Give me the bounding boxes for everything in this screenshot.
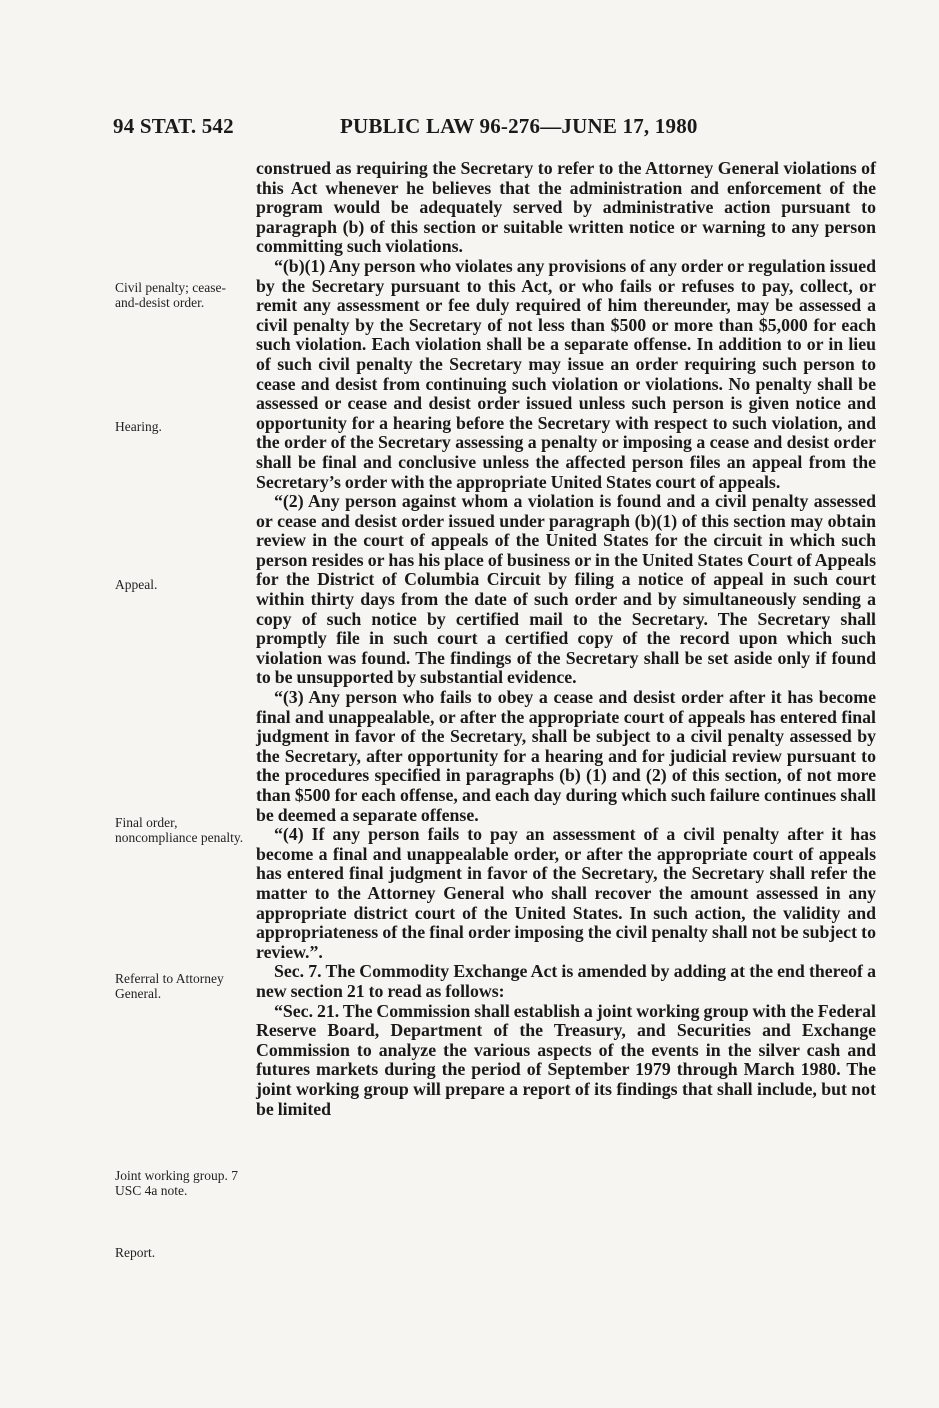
margin-note-hearing: Hearing. xyxy=(115,419,162,434)
paragraph-sec-21: “Sec. 21. The Commission shall establish a joint working group with the Federal Reserve Board, Department of the Treasury, and Securities and Exchange Commission to analyze the various aspects of the events in the silver cash and futures markets during the period of September 1979 through March 1980. The joint working group will prepare a report of its findings that shall include, but not be limited xyxy=(256,1000,876,1119)
paragraph-b3: “(3) Any person who fails to obey a cease and desist order after it has become final and unappealable, or after the appropriate court of appeals has entered final judgment in favor of the Secretary, shall be subject to a civil penalty assessed by the Secretary, after opportunity for a hearing and for judicial review pursuant to the procedures specified in paragraphs (b) (1) and (2) of this section, of not more than $500 for each offense, and each day during which such failure continues shall be deemed a separate offense. xyxy=(256,687,876,825)
paragraph-b1: “(b)(1) Any person who violates any provisions of any order or regulation issued by the Secretary pursuant to this Act, or who fails or refuses to pay, collect, or remit any assessment or fee duly required of him thereunder, may be assessed a civil penalty by the Secretary of not less than $500 or more than $5,000 for each such violation. Each violation shall be a separate offense. In addition to or in lieu of such civil penalty the Secretary may issue an order requiring such person to cease and desist from continuing such violation or violations. No penalty shall be assessed or cease and desist order issued unless such person is given notice and opportunity for a hearing before the Secretary with respect to such violation, and the order of the Secretary assessing a penalty or imposing a cease and desist order shall be final and conclusive unless the affected person files an appeal from the Secretary’s order with the appropriate United States court of appeals. xyxy=(256,255,876,492)
margin-note-appeal: Appeal. xyxy=(115,577,158,592)
public-law-title: PUBLIC LAW 96-276—JUNE 17, 1980 xyxy=(340,114,698,138)
margin-note-referral: Referral to Attorney General. xyxy=(115,971,224,1001)
paragraph-b2: “(2) Any person against whom a violation is found and a civil penalty assessed or cease and desist order issued under paragraph (b)(1) of this section may obtain review in the court of appeals of the United States for the circuit in which such person resides or has his place of business or in the United States Court of Appeals for the District of Columbia Circuit by filing a notice of appeal in such court within thirty days from the date of such order and by simultaneously sending a copy of such notice by certified mail to the Secretary. The Secretary shall promptly file in such court a certified copy of the record upon which such violation was found. The findings of the Secretary shall be set aside only if found to be unsupported by substantial evidence. xyxy=(256,491,876,688)
margin-note-civil-penalty: Civil penalty; cease-and-desist order. xyxy=(115,280,226,310)
statute-body-text xyxy=(256,159,876,1119)
page-header xyxy=(0,114,939,144)
margin-note-report: Report. xyxy=(115,1245,156,1260)
margin-note-joint-working-group: Joint working group. 7 USC 4a note. xyxy=(115,1168,238,1198)
margin-note-final-order: Final order, noncompliance penalty. xyxy=(115,815,244,845)
stat-page-number: 94 STAT. 542 xyxy=(113,114,234,138)
paragraph-b4: “(4) If any person fails to pay an assessment of a civil penalty after it has become a final and unappealable order, or after the appropriate court of appeals has entered final judgment in favor of the Secretary, the Secretary shall refer the matter to the Attorney General who shall recover the amount assessed in any appropriate district court of the United States. In such action, the validity and appropriateness of the final order imposing the civil penalty shall not be subject to review.”. xyxy=(256,824,876,962)
paragraph-continuation: construed as requiring the Secretary to refer to the Attorney General violations of this Act whenever he believes that the administration and enforcement of the program would be adequately served by administrative action pursuant to paragraph (b) of this section or suitable written notice or warning to any person committing such violations. xyxy=(256,158,876,257)
paragraph-sec-7: Sec. 7. The Commodity Exchange Act is amended by adding at the end thereof a new section 21 to read as follows: xyxy=(256,961,876,1001)
